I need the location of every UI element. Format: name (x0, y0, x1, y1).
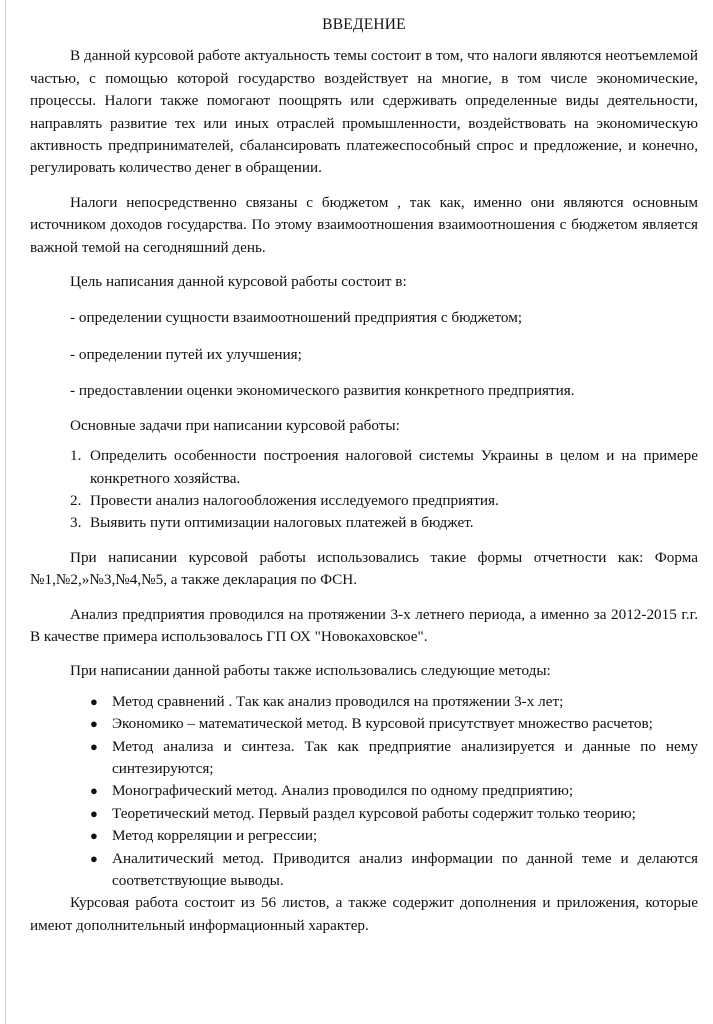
bullet-icon: ● (90, 783, 98, 799)
method-text: Метод сравнений . Так как анализ проводился на протяжении 3-х лет; (112, 692, 564, 710)
task-item-2 (30, 490, 698, 512)
goal-item-3: - предоставлении оценки экономического развития конкретного предприятия. (70, 382, 575, 400)
methods-list (30, 691, 698, 893)
paragraph-methods-intro: При написании данной работы также использовались следующие методы: (70, 662, 551, 680)
task-item-1 (30, 445, 698, 490)
bullet-icon: ● (90, 805, 98, 821)
paragraph-relevance: В данной курсовой работе актуальность темы состоит в том, что налоги являются неотъемлемой частью, с помощью которой государство воздействует на многие, в том числе экономические, процессы. Налоги также помогают поощрять или сдерживать определенные виды деятельности, направлять развитие тех или иных отраслей промышленности, воздействовать на экономическую активность предпринимателей, сбалансировать платежеспособный спрос и предложение, и конечно, регулировать количество денег в обращении. (30, 47, 698, 177)
paragraph-tasks-intro: Основные задачи при написании курсовой работы: (70, 416, 400, 434)
task-number: 2. (70, 491, 82, 509)
method-item-6 (30, 825, 698, 847)
method-text: Аналитический метод. Приводится анализ информации по данной теме и делаются соответствующие выводы. (112, 849, 698, 889)
method-item-7 (30, 848, 698, 893)
bullet-icon: ● (90, 716, 98, 732)
method-text: Метод анализа и синтеза. Так как предприятие анализируется и данные по нему синтезируются; (112, 737, 698, 777)
document-title: ВВЕДЕНИЕ (322, 16, 406, 33)
method-text: Экономико – математической метод. В курсовой присутствует множество расчетов; (112, 715, 653, 733)
task-number: 1. (70, 447, 82, 465)
method-item-2 (30, 713, 698, 735)
document-body (30, 14, 698, 937)
task-item-3 (30, 512, 698, 534)
paragraph-budget: Налоги непосредственно связаны с бюджетом , так как, именно они являются основным источником доходов государства. По этому взаимоотношения взаимоотношения с бюджетом является важной темой на сегодняшний день. (30, 193, 698, 256)
method-item-3 (30, 736, 698, 781)
goal-item-1: - определении сущности взаимоотношений предприятия с бюджетом; (70, 309, 523, 327)
method-item-1 (30, 691, 698, 713)
bullet-icon: ● (90, 828, 98, 844)
paragraph-volume: Курсовая работа состоит из 56 листов, а также содержит дополнения и приложения, которые имеют дополнительный информационный характер. (30, 894, 698, 934)
bullet-icon: ● (90, 738, 98, 754)
method-text: Метод корреляции и регрессии; (112, 827, 318, 845)
method-text: Теоретический метод. Первый раздел курсовой работы содержит только теорию; (112, 804, 636, 822)
task-number: 3. (70, 514, 82, 532)
tasks-list (30, 445, 698, 535)
method-item-4 (30, 780, 698, 802)
bullet-icon: ● (90, 850, 98, 866)
task-text: Провести анализ налогообложения исследуемого предприятия. (90, 491, 499, 509)
task-text: Выявить пути оптимизации налоговых платежей в бюджет. (90, 514, 474, 532)
method-text: Монографический метод. Анализ проводился по одному предприятию; (112, 782, 574, 800)
paragraph-period: Анализ предприятия проводился на протяжении 3-х летнего периода, а именно за 2012-2015 г.г. В качестве примера использовалось ГП ОХ "Новокаховское". (30, 605, 698, 645)
bullet-icon: ● (90, 693, 98, 709)
paragraph-forms: При написании курсовой работы использовались такие формы отчетности как: Форма №1,№2,»№3,№4,№5, а также декларация по ФСН. (30, 548, 698, 589)
method-item-5 (30, 803, 698, 825)
goal-item-2: - определении путей их улучшения; (70, 345, 302, 363)
task-text: Определить особенности построения налоговой системы Украины в целом и на примере конкретного хозяйства. (90, 447, 698, 487)
paragraph-goal-intro: Цель написания данной курсовой работы состоит в: (70, 273, 407, 291)
page-margin-line (5, 0, 6, 1024)
